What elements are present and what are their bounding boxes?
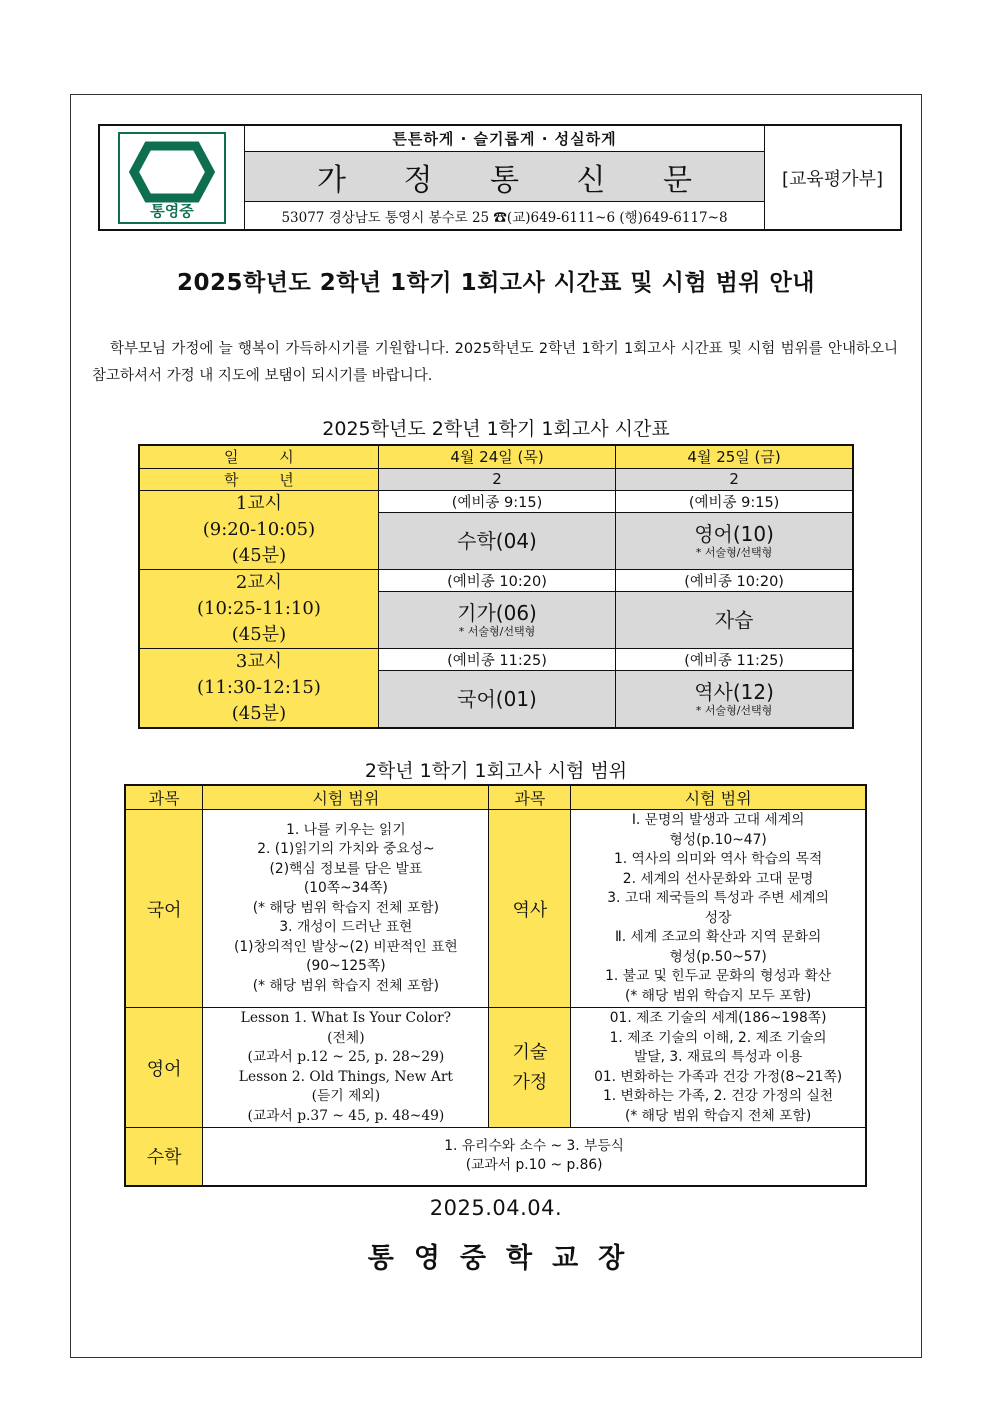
exam-subject: 수학(04) [378,512,615,569]
exam-scope-table [124,784,867,1187]
period-1-cell: 1교시 (9:20-10:05) (45분) [139,490,378,569]
day2-grade: 2 [616,468,853,490]
school-address: 53077 경상남도 통영시 봉수로 25 ☎(교)649-6111~6 (행)649-6117~8 [281,209,728,226]
exam-subject: 영어(10) * 서술형/선택형 [616,512,853,569]
day1-grade: 2 [378,468,615,490]
subject-tech-home: 기술 가정 [489,1008,571,1128]
subject-math: 수학 [125,1128,203,1186]
schedule-title: 2025학년도 2학년 1학기 1회고사 시간표 [322,418,670,440]
exam-subject: 자습 [616,591,853,648]
logo-text: 통영중 [150,201,194,220]
exam-subject: 역사(12) * 서술형/선택형 [616,670,853,727]
col-range: 시험 범위 [571,785,866,810]
col-range: 시험 범위 [203,785,489,810]
period-2-cell: 2교시 (10:25-11:10) (45분) [139,569,378,648]
warning-bell: (예비종 10:20) [616,569,853,591]
day1-date: 4월 24일 (목) [378,445,615,468]
subject-korean: 국어 [125,810,203,1008]
day2-date: 4월 25일 (금) [616,445,853,468]
scope-title: 2학년 1학기 1회고사 시험 범위 [364,760,628,782]
principal-signature: 통영중학교장 [367,1243,645,1274]
exam-schedule-table [138,444,854,729]
tech-home-range: 01. 제조 기술의 세계(186~198쪽) 1. 제조 기술의 이해, 2. 제조 기술의 발달, 3. 재료의 특성과 이용 01. 변화하는 가족과 건강 가정(8~21쪽) 1. 변화하는 가족, 2. 건강 가정의 실천 (* 해당 범위 학습지 전체 포함) [571,1008,866,1128]
warning-bell: (예비종 11:25) [378,648,615,670]
korean-range: 1. 나를 키우는 읽기 2. (1)읽기의 가치와 중요성~ (2)핵심 정보를 담은 발표 (10쪽~34쪽) (* 해당 범위 학습지 전체 포함) 3. 개성이 드러난 표현 (1)창의적인 발상~(2) 비판적인 표현 (90~125쪽) (* 해당 범위 학습지 전체 포함) [203,810,489,1008]
col-subject: 과목 [125,785,203,810]
header-date-label: 일 시 [139,445,378,468]
document-title: 2025학년도 2학년 1학기 1회고사 시간표 및 시험 범위 안내 [177,270,815,296]
school-logo [100,126,245,229]
english-range: Lesson 1. What Is Your Color? (전체) (교과서 p.12 ~ 25, p. 28~29) Lesson 2. Old Things, New Art (듣기 제외) (교과서 p.37 ~ 45, p. 48~49) [203,1008,489,1128]
math-range: 1. 유리수와 소수 ~ 3. 부등식 (교과서 p.10 ~ p.86) [203,1128,866,1186]
issue-date: 2025.04.04. [429,1196,563,1220]
warning-bell: (예비종 9:15) [616,490,853,512]
history-range: Ⅰ. 문명의 발생과 고대 세계의 형성(p.10~47) 1. 역사의 의미와 역사 학습의 목적 2. 세계의 선사문화와 고대 문명 3. 고대 제국들의 특성과 주변 세계의 성장 Ⅱ. 세계 조교의 확산과 지역 문화의 형성(p.50~57) 1. 불교 및 힌두교 문화의 형성과 확산 (* 해당 범위 학습지 모두 포함) [571,810,866,1008]
exam-subject: 국어(01) [378,670,615,727]
subject-english: 영어 [125,1008,203,1128]
exam-subject: 기가(06) * 서술형/선택형 [378,591,615,648]
period-3-cell: 3교시 (11:30-12:15) (45분) [139,648,378,728]
col-subject: 과목 [489,785,571,810]
newsletter-title: 가 정 통 신 문 [245,152,764,202]
header-grade-label: 학 년 [139,468,378,490]
subject-history: 역사 [489,810,571,1008]
school-motto: 튼튼하게 · 슬기롭게 · 성실하게 [245,126,764,152]
warning-bell: (예비종 9:15) [378,490,615,512]
warning-bell: (예비종 11:25) [616,648,853,670]
newsletter-header [98,124,902,231]
intro-paragraph: 학부모님 가정에 늘 행복이 가득하시기를 기원합니다. 2025학년도 2학년 1학기 1회고사 시간표 및 시험 범위를 안내하오니 참고하셔서 가정 내 지도에 보탬이 되시기를 바랍니다. [92,341,898,384]
warning-bell: (예비종 10:20) [378,569,615,591]
department-label: [교육평가부] [782,168,883,190]
